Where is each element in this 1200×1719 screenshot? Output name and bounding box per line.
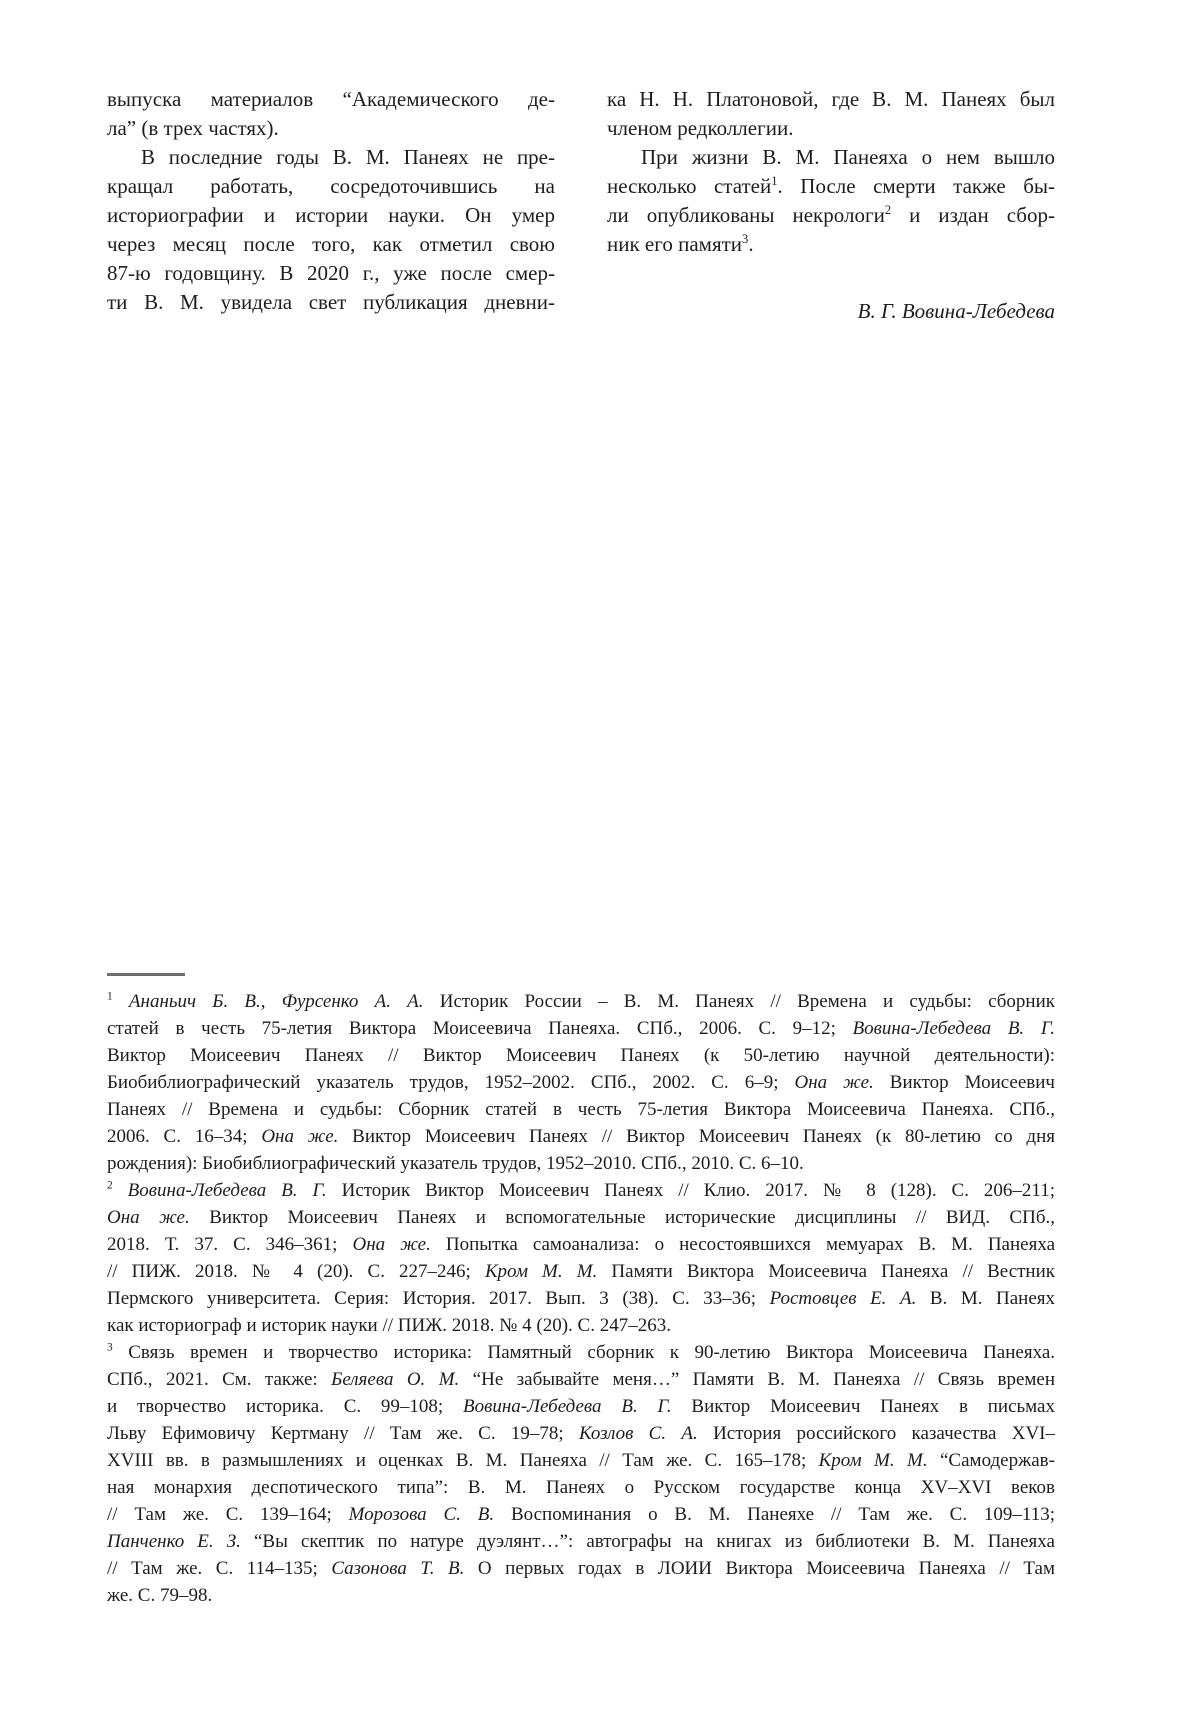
text-run: членом редколлегии. [607,116,794,140]
text-line [107,1339,1055,1366]
text-run: . После смерти также бы- [777,174,1055,198]
text-run: “Самодержав- [927,1450,1055,1471]
text-run: как историограф и историк науки // ПИЖ. 2018. № 4 (20). С. 247–263. [107,1315,671,1336]
text-run: Историк Виктор Моисеевич Панеях // Клио. 2017. № 8 (128). С. 206–211; [326,1180,1056,1201]
italic-author-name: Вовина-Лебедева В. Г. [462,1396,672,1417]
italic-author-name: Кром М. М. [484,1261,598,1282]
text-line [607,230,1055,259]
text-line [107,1042,1055,1069]
text-line [107,1069,1055,1096]
text-run: СПб., 2021. См. также: [107,1369,332,1390]
footnote-marker: 1 [107,990,113,1003]
text-run: // ПИЖ. 2018. № 4 (20). С. 227–246; [107,1261,485,1282]
text-run: же. С. 79–98. [107,1585,213,1606]
text-line [107,1258,1055,1285]
text-run: Попытка самоанализа: о несостоявшихся мемуарах В. М. Панеяха [430,1234,1055,1255]
text-run: Связь времен и творчество историка: Памятный сборник к 90-летию Виктора Моисеевича Панеяха. [112,1342,1055,1363]
text-run: Виктор Моисеевич [873,1072,1055,1093]
text-line [107,1555,1055,1582]
text-run: несколько статей [607,174,772,198]
author-signature: В. Г. Вовина-Лебедева [857,299,1055,323]
text-run: Панеях // Времена и судьбы: Сборник статей в честь 75-летия Виктора Моисеевича Панеяха. СПб., [107,1099,1055,1120]
italic-author-name: Козлов С. А. [579,1423,698,1444]
text-run: Биобиблиографический указатель трудов, 1952–2002. СПб., 2002. С. 6–9; [107,1072,795,1093]
right-column-text [607,85,1055,259]
text-line [107,1150,1055,1177]
text-run: XVIII вв. в размышлениях и оценках В. М. Панеяха // Там же. С. 165–178; [107,1450,819,1471]
text-run: ная монархия деспотического типа”: В. М. Панеях о Русском государстве конца XV–XVI веков [107,1477,1055,1498]
text-line [107,1528,1055,1555]
main-text-block [107,85,1055,326]
text-run: // Там же. С. 139–164; [107,1504,349,1525]
left-column [107,85,555,326]
text-line [107,1204,1055,1231]
text-run: История российского казачества XVI– [697,1423,1055,1444]
text-line [107,1474,1055,1501]
italic-author-name: Панченко Е. З. [107,1531,241,1552]
italic-author-name: Она же. [261,1126,339,1147]
text-run: ка Н. Н. Платоновой, где В. М. Панеях был [607,87,1055,111]
footnotes [107,988,1055,1609]
text-line [107,1177,1055,1204]
text-line [107,172,555,201]
text-run: // Там же. С. 114–135; [107,1558,332,1579]
text-line [107,1420,1055,1447]
text-line [607,172,1055,201]
text-run: статей в честь 75-летия Виктора Моисеевича Панеяха. СПб., 2006. С. 9–12; [107,1018,853,1039]
text-run: Памяти Виктора Моисеевича Панеяха // Вестник [597,1261,1056,1282]
footnote-marker: 3 [742,232,749,246]
text-run: Льву Ефимовичу Кертману // Там же. С. 19–78; [107,1423,580,1444]
italic-author-name: Вовина-Лебедева В. Г. [852,1018,1055,1039]
text-run: историографии и истории науки. Он умер [107,203,555,227]
text-run: ла” (в трех частях). [107,116,279,140]
italic-author-name: Морозова С. В. [348,1504,495,1525]
text-run [113,991,129,1012]
text-run: Виктор Моисеевич Панеях в письмах [671,1396,1055,1417]
text-run: В последние годы В. М. Панеях не пре- [141,145,555,169]
text-run: “Не забывайте меня…” Памяти В. М. Панеяха // Связь времен [459,1369,1056,1390]
italic-author-name: Она же. [794,1072,874,1093]
text-run: . [748,232,754,256]
text-run: Виктор Моисеевич Панеях и вспомогательные исторические дисциплины // ВИД. СПб., [189,1207,1055,1228]
italic-author-name: Ананьич Б. В., Фурсенко А. А. [128,991,424,1012]
text-line [107,1366,1055,1393]
text-line [107,1096,1055,1123]
text-line [107,1123,1055,1150]
text-run: через месяц после того, как отметил свою [107,232,555,256]
text-line [107,1015,1055,1042]
italic-author-name: Ростовцев Е. А. [769,1288,917,1309]
text-line [107,1582,1055,1609]
right-column [607,85,1055,326]
text-run: Виктор Моисеевич Панеях // Виктор Моисеевич Панеях (к 80-летию со дня [338,1126,1055,1147]
text-run: Пермского университета. Серия: История. 2017. Вып. 3 (38). С. 33–36; [107,1288,770,1309]
footnote-marker: 3 [107,1341,113,1354]
text-run: Виктор Моисеевич Панеях // Виктор Моисеевич Панеях (к 50-летию научной деятельности): [107,1045,1055,1066]
text-run: ли опубликованы некрологи [607,203,885,227]
text-run: 2018. Т. 37. С. 346–361; [107,1234,353,1255]
text-line [607,143,1055,172]
footnote-2 [107,1177,1055,1339]
italic-author-name: Вовина-Лебедева В. Г. [127,1180,327,1201]
text-line [107,1393,1055,1420]
text-run: ник его памяти [607,232,743,256]
text-run: Историк России – В. М. Панеях // Времена и судьбы: сборник [423,991,1055,1012]
italic-author-name: Сазонова Т. В. [331,1558,465,1579]
text-run: и творчество историка. С. 99–108; [107,1396,463,1417]
text-line [107,230,555,259]
text-line [607,114,1055,143]
italic-author-name: Кром М. М. [818,1450,928,1471]
text-run: В. М. Панеях [916,1288,1055,1309]
footnote-3 [107,1339,1055,1609]
text-run: рождения): Биобиблиографический указатель трудов, 1952–2010. СПб., 2010. С. 6–10. [107,1153,804,1174]
text-run: и издан сбор- [891,203,1055,227]
text-run [113,1180,128,1201]
text-line [107,1501,1055,1528]
italic-author-name: Беляева О. М. [331,1369,460,1390]
footnote-separator [107,973,185,976]
text-run: 2006. С. 16–34; [107,1126,262,1147]
text-line [107,1231,1055,1258]
text-run: 87-ю годовщину. В 2020 г., уже после смер- [107,261,555,285]
text-line [607,85,1055,114]
text-run: ти В. М. увидела свет публикация дневни- [107,290,555,314]
text-run: кращал работать, сосредоточившись на [107,174,555,198]
text-line [107,1447,1055,1474]
footnote-marker: 2 [107,1179,113,1192]
text-line [107,85,555,114]
footnote-marker: 1 [771,174,778,188]
footnote-marker: 2 [884,203,892,217]
text-run: Воспоминания о В. М. Панеяхе // Там же. С. 109–113; [494,1504,1055,1525]
text-line [107,988,1055,1015]
text-run: “Вы скептик по натуре дуэлянт…”: автографы на книгах из библиотеки В. М. Панеяха [240,1531,1055,1552]
text-line [107,288,555,317]
text-run: При жизни В. М. Панеяха о нем вышло [641,145,1055,169]
italic-author-name: Она же. [107,1207,190,1228]
text-line [607,201,1055,230]
text-line [107,259,555,288]
text-run: выпуска материалов “Академического де- [107,87,555,111]
two-column-layout [107,85,1055,326]
text-line [107,114,555,143]
footnote-1 [107,988,1055,1177]
text-run: О первых годах в ЛОИИ Виктора Моисеевича Панеяха // Там [464,1558,1055,1579]
text-line [107,1312,1055,1339]
text-line [107,1285,1055,1312]
text-line [107,143,555,172]
text-line [107,201,555,230]
italic-author-name: Она же. [352,1234,431,1255]
